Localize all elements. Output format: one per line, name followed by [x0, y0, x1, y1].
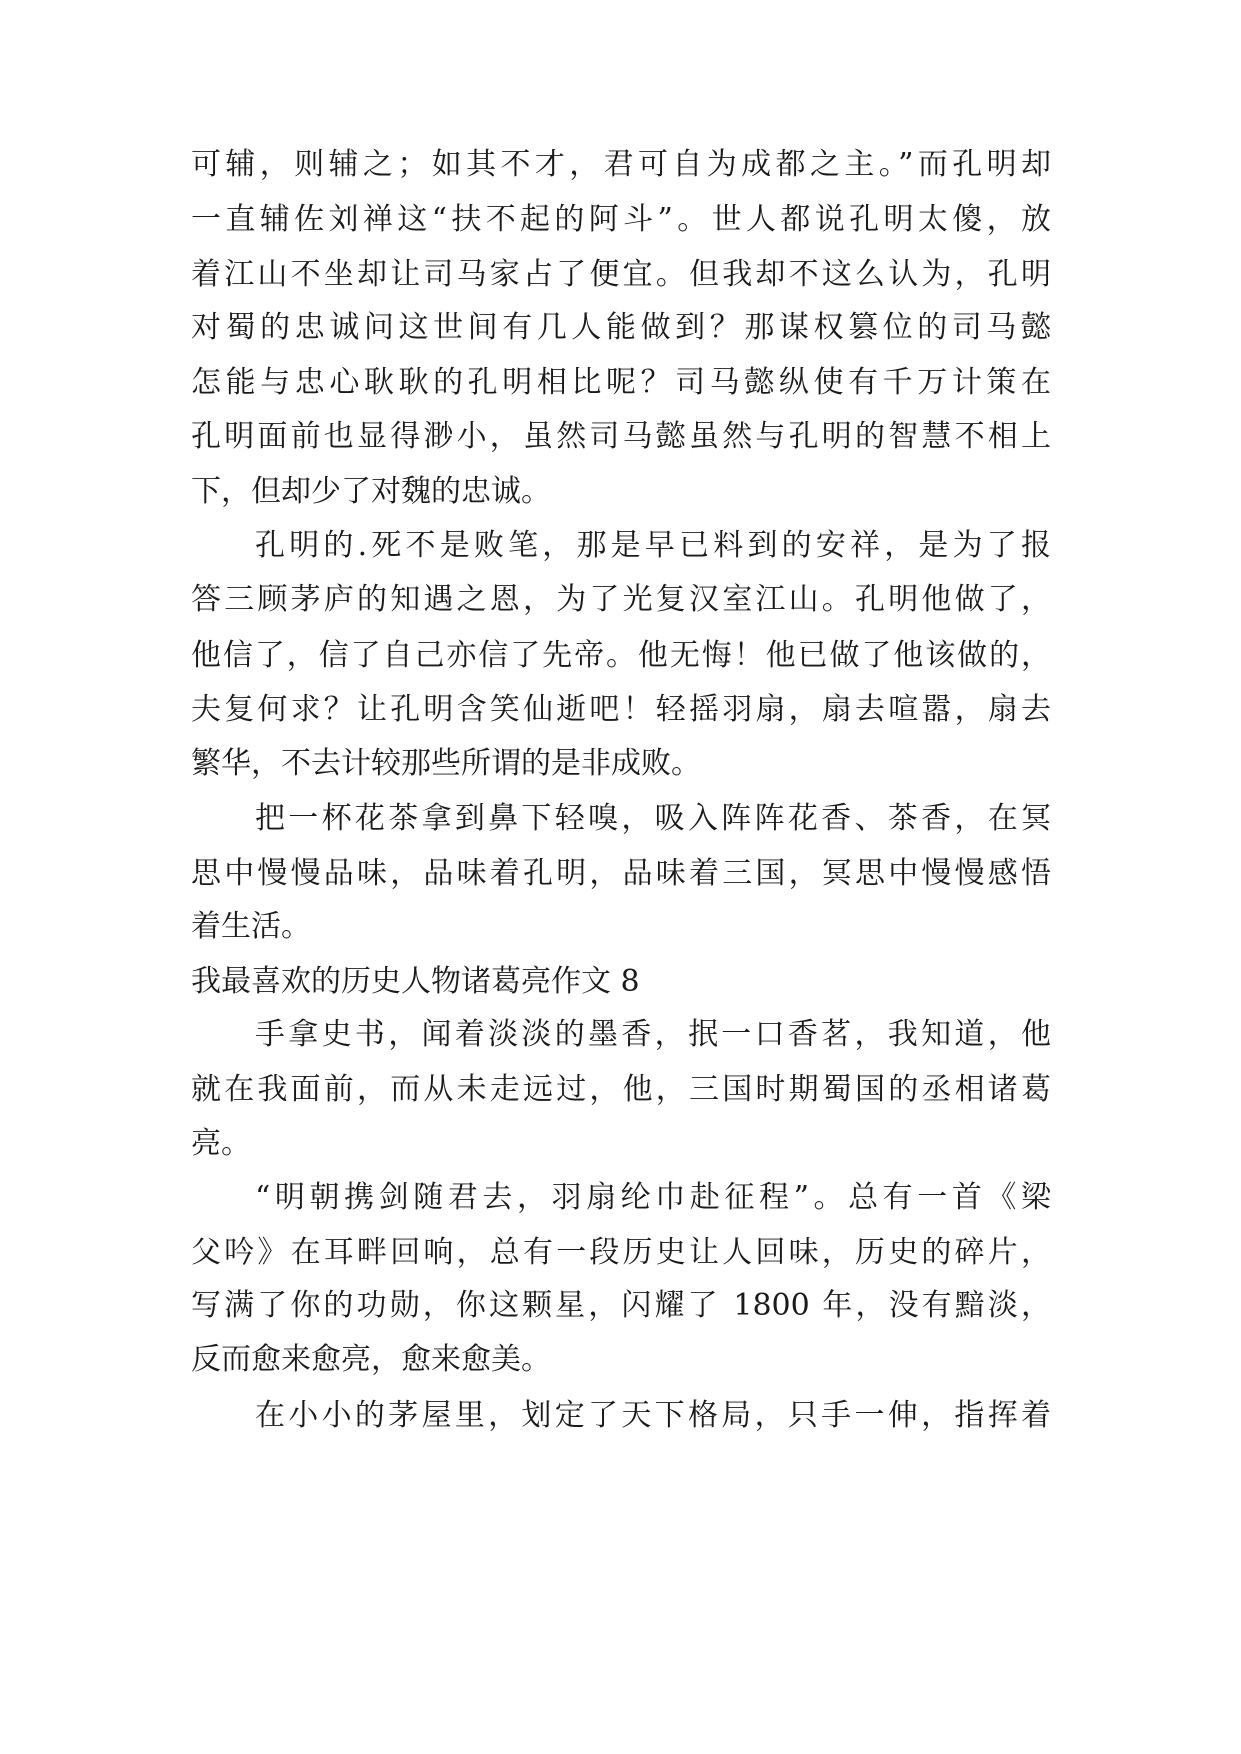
text-line: 他信了，信了自己亦信了先帝。他无悔！他已做了他该做的，	[191, 638, 1051, 673]
paragraph-first-line: 孔明的.死不是败笔，那是早已料到的安祥，是为了报	[255, 528, 1051, 563]
paragraph-first-line: 手拿史书，闻着淡淡的墨香，抿一口香茗，我知道，他	[255, 1017, 1051, 1052]
text-line: 可辅，则辅之；如其不才，君可自为成都之主。”而孔明却	[191, 147, 1051, 182]
text-line: 对蜀的忠诚问这世间有几人能做到？那谋权篡位的司马懿	[191, 310, 1051, 345]
text-line: 反而愈来愈亮，愈来愈美。	[191, 1342, 551, 1377]
paragraph-first-line: 把一杯花茶拿到鼻下轻嗅，吸入阵阵花香、茶香，在冥	[255, 801, 1051, 836]
text-line: 夫复何求？让孔明含笑仙逝吧！轻摇羽扇，扇去喧嚣，扇去	[191, 692, 1051, 727]
text-line: 怎能与忠心耿耿的孔明相比呢？司马懿纵使有千万计策在	[191, 365, 1051, 400]
text-line: 着江山不坐却让司马家占了便宜。但我却不这么认为，孔明	[191, 257, 1051, 292]
text-line: 一直辅佐刘禅这“扶不起的阿斗”。世人都说孔明太傻，放	[191, 202, 1051, 237]
text-line: 答三顾茅庐的知遇之恩，为了光复汉室江山。孔明他做了，	[191, 582, 1051, 617]
paragraph-first-line: “明朝携剑随君去，羽扇纶巾赴征程”。总有一首《梁	[255, 1180, 1051, 1215]
text-line: 下，但却少了对魏的忠诚。	[191, 474, 551, 509]
text-line: 思中慢慢品味，品味着孔明，品味着三国，冥思中慢慢感悟	[191, 856, 1051, 891]
text-line: 亮。	[191, 1126, 251, 1161]
text-line: 孔明面前也显得渺小，虽然司马懿虽然与孔明的智慧不相上	[191, 419, 1051, 454]
text-line: 就在我面前，而从未走远过，他，三国时期蜀国的丞相诸葛	[191, 1072, 1051, 1107]
paragraph-first-line: 在小小的茅屋里，划定了天下格局，只手一伸，指挥着	[255, 1398, 1051, 1433]
text-line: 繁华，不去计较那些所谓的是非成败。	[191, 746, 701, 781]
section-heading: 我最喜欢的历史人物诸葛亮作文 8	[191, 964, 640, 999]
text-line: 父吟》在耳畔回响，总有一段历史让人回味，历史的碎片，	[191, 1235, 1051, 1270]
text-line: 写满了你的功勋，你这颗星，闪耀了 1800 年，没有黯淡，	[191, 1288, 1051, 1323]
text-line: 着生活。	[191, 909, 311, 944]
